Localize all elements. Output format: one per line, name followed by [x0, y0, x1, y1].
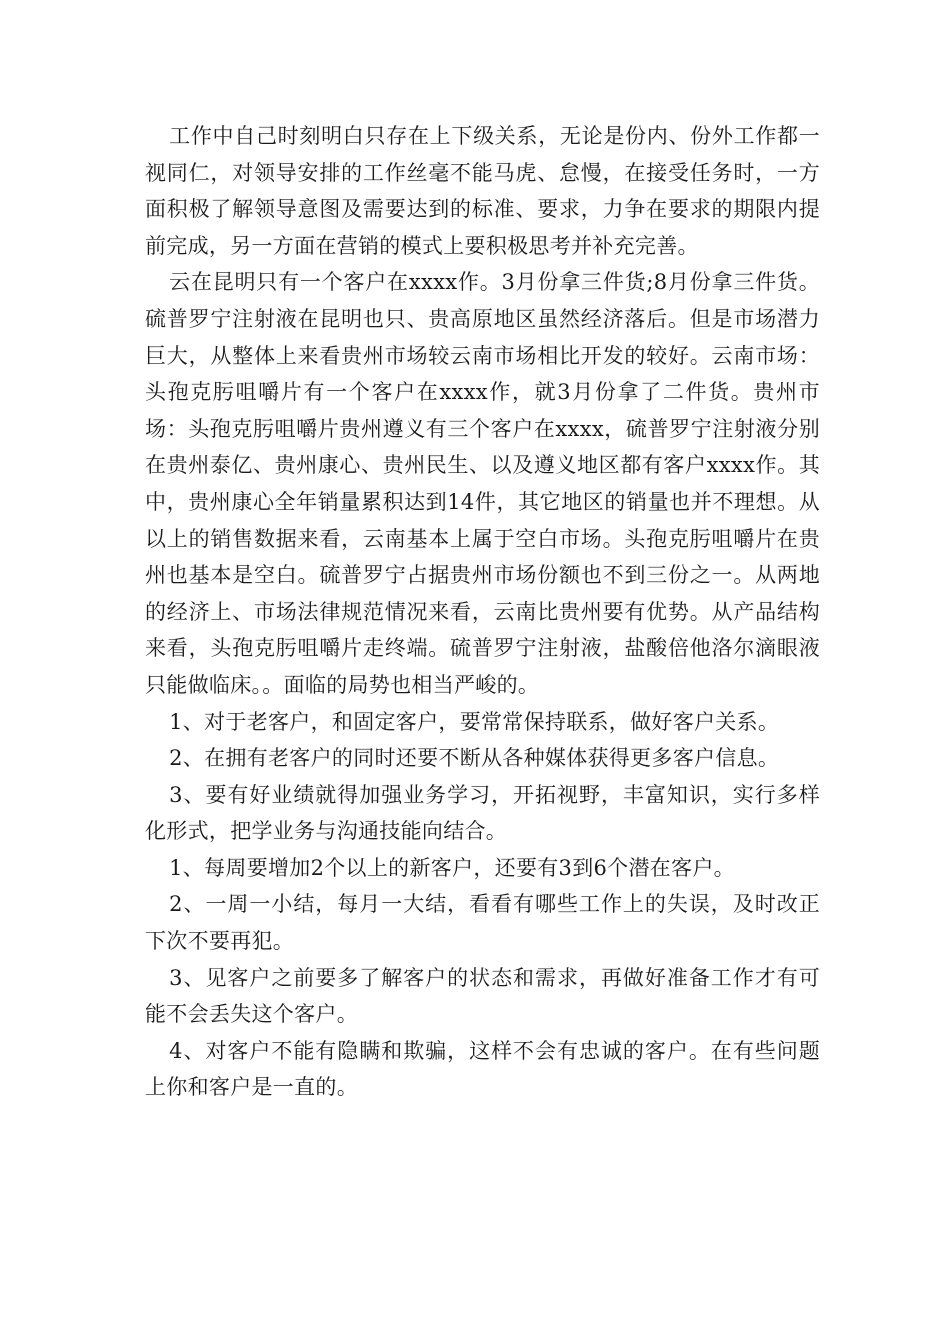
list-item-old-customers: 1、对于老客户，和固定客户，要常常保持联系，做好客户关系。: [169, 709, 780, 734]
list-item-customer-info: 2、在拥有老客户的同时还要不断从各种媒体获得更多客户信息。: [169, 746, 780, 771]
paragraph-work-attitude: 工作中自己时刻明白只存在上下级关系，无论是份内、份外工作都一视同仁，对领导安排的工作丝毫不能马虎、怠慢，在接受任务时，一方面积极了解领导意图及需要达到的标准、要求，力争在要求的期限内提前完成，另一方面在营销的模式上要积极思考并补充完善。: [145, 124, 820, 258]
list-item-understand-customer: 3、见客户之前要多了解客户的状态和需求，再做好准备工作才有可能不会丢失这个客户。: [145, 965, 820, 1027]
list-item-weekly-summary: 2、一周一小结，每月一大结，看看有哪些工作上的失误，及时改正下次不要再犯。: [145, 892, 820, 954]
list-item-honesty: 4、对客户不能有隐瞒和欺骗，这样不会有忠诚的客户。在有些问题上你和客户是一直的。: [145, 1038, 820, 1100]
document-body: [145, 118, 820, 1106]
list-item-business-study: 3、要有好业绩就得加强业务学习，开拓视野，丰富知识，实行多样化形式，把学业务与沟通技能向结合。: [145, 782, 820, 844]
list-item-weekly-new-customers: 1、每周要增加2个以上的新客户，还要有3到6个潜在客户。: [169, 855, 735, 880]
paragraph-market-analysis: 云在昆明只有一个客户在xxxx作。3月份拿三件货;8月份拿三件货。硫普罗宁注射液在昆明也只、贵高原地区虽然经济落后。但是市场潜力巨大，从整体上来看贵州市场较云南市场相比开发的较好。云南市场：头孢克肟咀嚼片有一个客户在xxxx作，就3月份拿了二件货。贵州市场：头孢克肟咀嚼片贵州遵义有三个客户在xxxx，硫普罗宁注射液分别在贵州泰亿、贵州康心、贵州民生、以及遵义地区都有客户xxxx作。其中，贵州康心全年销量累积达到14件，其它地区的销量也并不理想。从以上的销售数据来看，云南基本上属于空白市场。头孢克肟咀嚼片在贵州也基本是空白。硫普罗宁占据贵州市场份额也不到三份之一。从两地的经济上、市场法律规范情况来看，云南比贵州要有优势。从产品结构来看，头孢克肟咀嚼片走终端。硫普罗宁注射液，盐酸倍他洛尔滴眼液只能做临床。。面临的局势也相当严峻的。: [145, 270, 820, 697]
